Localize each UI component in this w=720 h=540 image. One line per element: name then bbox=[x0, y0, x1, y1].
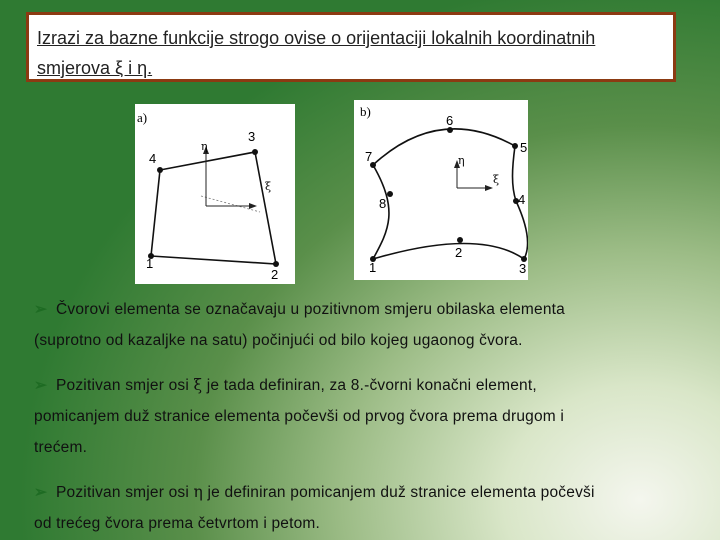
title-line-1: Izrazi za bazne funkcije strogo ovise o orijentaciji lokalnih koordinatnih bbox=[37, 28, 596, 48]
figure-a bbox=[135, 104, 295, 284]
figure-b-node-label-6: 6 bbox=[446, 113, 454, 128]
figure-a-xi-arrow-icon bbox=[249, 203, 257, 209]
figure-a-node-label-2: 2 bbox=[271, 267, 279, 282]
figure-b bbox=[354, 100, 528, 280]
bullet-2-line-3: trećem. bbox=[34, 439, 88, 456]
figure-b-eta-label: η bbox=[458, 154, 465, 167]
figure-a-svg bbox=[135, 104, 295, 284]
title-line-2: smjerova ξ i η. bbox=[37, 58, 153, 78]
bullet-item-1 bbox=[34, 294, 694, 356]
figure-b-node-label-4: 4 bbox=[518, 192, 526, 207]
bullet-1-line-1: Čvorovi elementa se označavaju u pozitivnom smjeru obilaska elementa bbox=[56, 301, 565, 318]
figure-b-node-label-3: 3 bbox=[519, 261, 527, 276]
figure-a-xi-label: ξ bbox=[265, 180, 272, 193]
bullet-2-xi-symbol: ξ bbox=[193, 376, 203, 394]
figure-a-element-outline bbox=[151, 152, 276, 264]
figure-a-eta-label: η bbox=[201, 140, 208, 153]
figure-b-node-2 bbox=[457, 237, 463, 243]
bullet-item-2 bbox=[34, 370, 694, 463]
figure-a-node-label-4: 4 bbox=[149, 151, 157, 166]
bullet-3-line-2: od trećeg čvora prema četvrtom i petom. bbox=[34, 515, 321, 532]
figure-b-node-label-1: 1 bbox=[369, 260, 377, 275]
figure-b-xi-label: ξ bbox=[493, 173, 500, 186]
figure-b-svg bbox=[354, 100, 528, 280]
figure-b-node-label-7: 7 bbox=[365, 149, 373, 164]
figure-a-node-label-1: 1 bbox=[146, 256, 154, 271]
bullet-arrow-icon: ➢ bbox=[34, 484, 48, 501]
bullet-1-line-2: (suprotno od kazaljke na satu) počinjući od bilo kojeg ugaonog čvora. bbox=[34, 332, 523, 349]
figure-b-element-outline bbox=[373, 129, 528, 259]
bullet-list bbox=[34, 294, 694, 539]
figure-b-node-label-5: 5 bbox=[520, 140, 528, 155]
figure-b-node-8 bbox=[387, 191, 393, 197]
bullet-3-line-1-pre: Pozitivan smjer osi bbox=[56, 484, 194, 501]
bullet-2-line-1-pre: Pozitivan smjer osi bbox=[56, 377, 194, 394]
figure-b-node-label-8: 8 bbox=[379, 196, 387, 211]
bullet-arrow-icon: ➢ bbox=[34, 377, 48, 394]
figure-b-label: b) bbox=[360, 104, 371, 119]
figure-b-node-label-2: 2 bbox=[455, 245, 463, 260]
figure-a-node-4 bbox=[157, 167, 163, 173]
title-box bbox=[26, 12, 676, 82]
bullet-2-line-1-post: je tada definiran, za 8.-čvorni konačni element, bbox=[202, 377, 537, 394]
bullet-arrow-icon: ➢ bbox=[34, 301, 48, 318]
bullet-3-eta-symbol: η bbox=[193, 483, 204, 501]
figure-a-node-label-3: 3 bbox=[248, 129, 256, 144]
figure-a-node-3 bbox=[252, 149, 258, 155]
bullet-3-line-1-post: je definiran pomicanjem duž stranice elementa počevši bbox=[203, 484, 595, 501]
figure-b-node-5 bbox=[512, 143, 518, 149]
bullet-item-3 bbox=[34, 477, 694, 539]
figure-b-xi-arrow-icon bbox=[485, 185, 493, 191]
figure-a-label: a) bbox=[137, 110, 148, 125]
bullet-2-line-2: pomicanjem duž stranice elementa počevši od prvog čvora prema drugom i bbox=[34, 408, 565, 425]
